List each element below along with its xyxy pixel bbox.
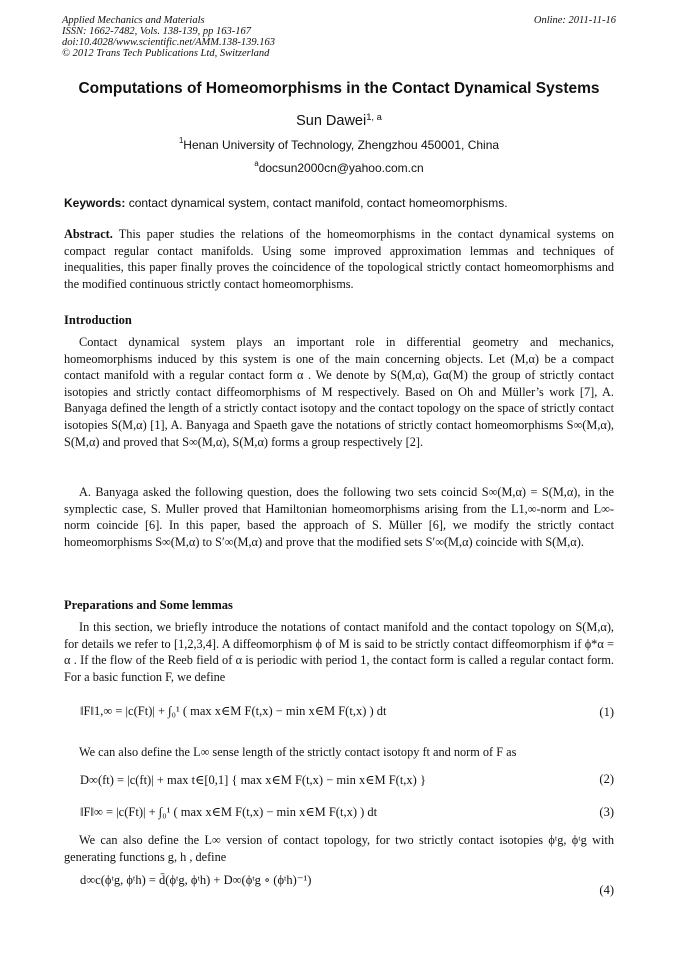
keywords-label: Keywords: bbox=[64, 196, 126, 210]
equation-3: ‖F‖∞ = |c(Ft)| + ∫₀¹ ( max x∈M F(t,x) − min x∈M F(t,x) ) dt bbox=[80, 805, 378, 819]
affiliation-sup: 1 bbox=[178, 136, 184, 145]
equation-4: d∞c(ϕᵗg, ϕᵗh) = d̄(ϕᵗg, ϕᵗh) + D∞(ϕᵗg ∘ (ϕᵗh)⁻¹) bbox=[80, 873, 312, 887]
email-sup: a bbox=[254, 159, 259, 168]
equation-2-number: (2) bbox=[599, 772, 614, 786]
author-line bbox=[0, 113, 678, 129]
journal-header bbox=[62, 15, 275, 59]
copyright-line: © 2012 Trans Tech Publications Ltd, Switzerland bbox=[62, 48, 270, 59]
equation-4-number: (4) bbox=[599, 883, 614, 897]
text-before-eq4: We can also define the L∞ version of contact topology, for two strictly contact isotopies ϕᵗg, ϕᵗg with generating functions g, h , define bbox=[64, 833, 614, 864]
prep-paragraph-1: In this section, we briefly introduce the notations of contact manifold and the contact topology on S(M,α), for details we refer to [1,2,3,4]. A diffeomorphism ϕ of M is said to be strictly contact diffeomorphism if ϕ*α = α . If the flow of the Reeb field of α is periodic with period 1, the contact form is called a regular contact form. For a basic function F, we define bbox=[64, 620, 614, 684]
email-line bbox=[0, 161, 678, 175]
intro-paragraph-1: Contact dynamical system plays an important role in differential geometry and mechanics, homeomorphisms induced by this system is one of the main concerning objects. Let (M,α) be a compact contact manifold with a regular contact form α . We denote by S(M,α), Gα(M) the group of strictly contact isotopies and strictly contact diffeomorphisms of M respectively. Based on Oh and Müller’s work [7], A. Banyaga defined the length of a strictly contact isotopy and the contact topology on the space of strictly contact isotopies S(M,α) [1], A. Banyaga and Spaeth gave the notations of strictly contact homeomorphisms S∞(M,α), S(M,α) and proved that S∞(M,α), S(M,α) forms a group respectively [2]. bbox=[64, 335, 614, 449]
abstract-text: This paper studies the relations of the homeomorphisms in the contact dynamical systems on compact regular contact manifolds. Using some improved approximation lemmas and techniques of inequalities, this paper finally proves the coincidence of the topological strictly contact homeomorphisms and the modified continuous strictly contact homeomorphisms. bbox=[64, 227, 614, 291]
online-date: Online: 2011-11-16 bbox=[533, 15, 616, 26]
keywords bbox=[64, 196, 508, 210]
email: docsun2000cn@yahoo.com.cn bbox=[258, 161, 424, 175]
author-sup: 1, a bbox=[366, 111, 382, 122]
equation-3-number: (3) bbox=[599, 805, 614, 819]
issn-line: ISSN: 1662-7482, Vols. 138-139, pp 163-167 bbox=[62, 26, 251, 37]
equation-1: ‖F‖1,∞ = |c(Ft)| + ∫₀¹ ( max x∈M F(t,x) − min x∈M F(t,x) ) dt bbox=[80, 704, 387, 718]
abstract bbox=[64, 226, 614, 292]
equation-1-number: (1) bbox=[599, 705, 614, 719]
keywords-text: contact dynamical system, contact manifold, contact homeomorphisms. bbox=[128, 196, 508, 210]
intro-paragraph-2: A. Banyaga asked the following question, does the following two sets coincid S∞(M,α) = S(M,α), in the symplectic case, S. Muller proved that Hamiltonian homeomorphisms arising from the L1,∞-norm and L∞-norm coincide [6]. In this paper, based the approach of S. Müller [6], we modify the strictly contact homeomorphisms S∞(M,α) to S′∞(M,α) and prove that the modified sets S′∞(M,α) coincide with S(M,α). bbox=[64, 485, 614, 549]
affiliation: Henan University of Technology, Zhengzhou 450001, China bbox=[183, 138, 500, 152]
prep-heading: Preparations and Some lemmas bbox=[64, 598, 233, 612]
abstract-label: Abstract. bbox=[64, 227, 113, 241]
affiliation-line bbox=[0, 138, 678, 152]
text-before-eq2: We can also define the L∞ sense length of the strictly contact isotopy ft and norm of F as bbox=[79, 745, 517, 759]
equation-2: D∞(ft) = |c(ft)| + max t∈[0,1] { max x∈M F(t,x) − min x∈M F(t,x) } bbox=[80, 773, 426, 787]
journal-name: Applied Mechanics and Materials bbox=[62, 15, 205, 26]
doi-line: doi:10.4028/www.scientific.net/AMM.138-139.163 bbox=[62, 37, 275, 48]
author-name: Sun Dawei bbox=[296, 113, 367, 129]
paper-title: Computations of Homeomorphisms in the Contact Dynamical Systems bbox=[78, 80, 600, 97]
intro-heading: Introduction bbox=[64, 313, 132, 327]
